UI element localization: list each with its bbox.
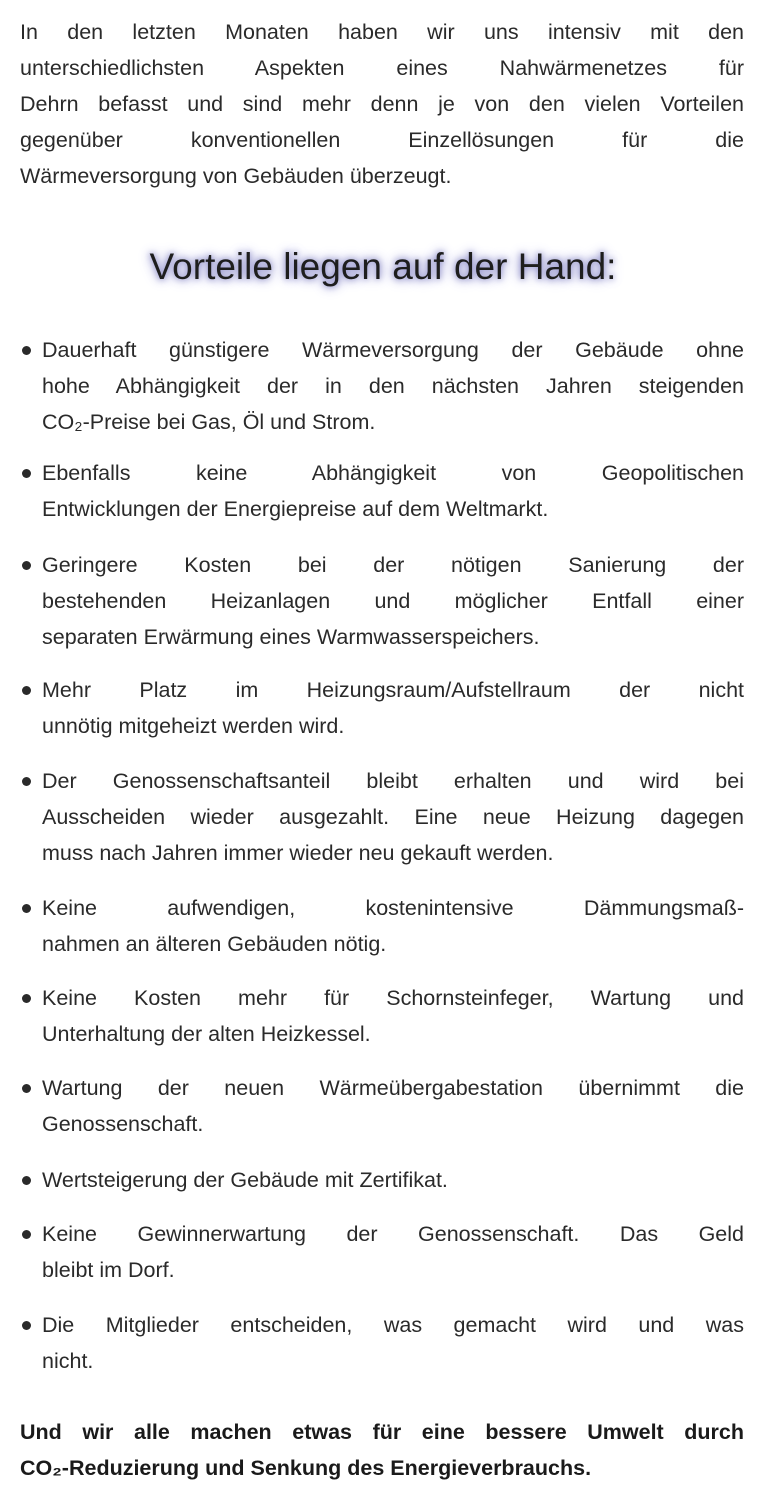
text-line: Entwicklungen der Energiepreise auf dem Weltmarkt.: [42, 497, 549, 521]
text-line: Geringere Kosten bei der nötigen Sanierung der: [42, 553, 744, 577]
list-item: [20, 1216, 744, 1288]
text-line: CO₂-Preise bei Gas, Öl und Strom.: [42, 410, 376, 434]
text-line: Dauerhaft günstigere Wärmeversorgung der Gebäude ohne: [42, 338, 744, 362]
bullet-icon: [22, 1230, 31, 1239]
text-line: Keine aufwendigen, kostenintensive Dämmungsmaß-: [42, 896, 744, 920]
text-line: Und wir alle machen etwas für eine bessere Umwelt durch: [20, 1420, 744, 1444]
text-line: Wärmeversorgung von Gebäuden überzeugt.: [20, 164, 452, 188]
text-line: bestehenden Heizanlagen und möglicher Entfall einer: [42, 589, 744, 613]
bullet-icon: [22, 1084, 31, 1093]
text-line: Wertsteigerung der Gebäude mit Zertifikat.: [42, 1168, 448, 1192]
list-item: [20, 1162, 744, 1198]
text-line: Der Genossenschaftsanteil bleibt erhalten und wird bei: [42, 769, 744, 793]
list-item: [20, 890, 744, 962]
text-line: nahmen an älteren Gebäuden nötig.: [42, 932, 387, 956]
list-item: [20, 763, 744, 871]
text-line: unnötig mitgeheizt werden wird.: [42, 714, 345, 738]
bullet-icon: [22, 904, 31, 913]
text-line: Unterhaltung der alten Heizkessel.: [42, 1022, 371, 1046]
list-item: [20, 332, 744, 440]
bullet-icon: [22, 561, 31, 570]
list-item: [20, 980, 744, 1052]
text-line: Ebenfalls keine Abhängigkeit von Geopolitischen: [42, 461, 744, 485]
bullet-icon: [22, 1176, 31, 1185]
text-line: Keine Kosten mehr für Schornsteinfeger, Wartung und: [42, 986, 744, 1010]
text-line: Dehrn befasst und sind mehr denn je von den vielen Vorteilen: [20, 92, 744, 116]
text-line: CO₂-Reduzierung und Senkung des Energieverbrauchs.: [20, 1456, 592, 1480]
text-line: Mehr Platz im Heizungsraum/Aufstellraum der nicht: [42, 678, 744, 702]
text-line: Genossenschaft.: [42, 1112, 204, 1136]
bullet-icon: [22, 469, 31, 478]
closing-paragraph: [20, 1414, 744, 1486]
text-line: separaten Erwärmung eines Warmwasserspeichers.: [42, 625, 540, 649]
text-line: Keine Gewinnerwartung der Genossenschaft. Das Geld: [42, 1222, 744, 1246]
section-heading: Vorteile liegen auf der Hand:: [149, 246, 617, 287]
intro-paragraph: [20, 14, 744, 194]
text-line: nicht.: [42, 1349, 94, 1373]
bullet-icon: [22, 994, 31, 1003]
text-line: Ausscheiden wieder ausgezahlt. Eine neue Heizung dagegen: [42, 805, 744, 829]
list-item: [20, 672, 744, 744]
bullet-icon: [22, 346, 31, 355]
list-item: [20, 547, 744, 655]
text-line: muss nach Jahren immer wieder neu gekauft werden.: [42, 841, 554, 865]
list-item: [20, 1070, 744, 1142]
text-line: Wartung der neuen Wärmeübergabestation übernimmt die: [42, 1076, 744, 1100]
text-line: hohe Abhängigkeit der in den nächsten Jahren steigenden: [42, 374, 744, 398]
text-line: Die Mitglieder entscheiden, was gemacht wird und was: [42, 1313, 744, 1337]
text-line: gegenüber konventionellen Einzellösungen für die: [20, 128, 744, 152]
text-line: bleibt im Dorf.: [42, 1258, 175, 1282]
list-item: [20, 1307, 744, 1379]
list-item: [20, 455, 744, 527]
bullet-icon: [22, 777, 31, 786]
text-line: unterschiedlichsten Aspekten eines Nahwärmenetzes für: [20, 56, 744, 80]
bullet-icon: [22, 1321, 31, 1330]
text-line: In den letzten Monaten haben wir uns intensiv mit den: [20, 20, 744, 44]
bullet-icon: [22, 686, 31, 695]
